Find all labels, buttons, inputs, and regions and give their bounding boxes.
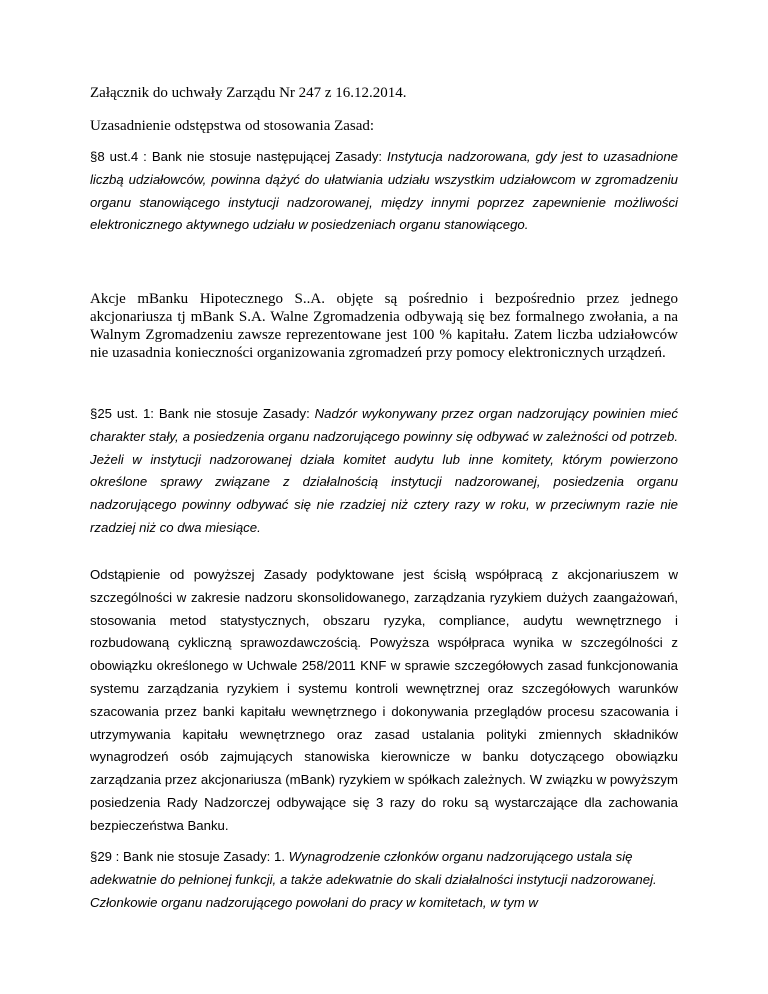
document-subtitle: Uzasadnienie odstępstwa od stosowania Zasad: xyxy=(90,118,375,134)
section-29-lead: §29 : Bank nie stosuje Zasady: 1. xyxy=(90,849,289,864)
section-29-quote: Wynagrodzenie członków organu nadzorującego ustala się adekwatnie do pełnionej funkcji, a także adekwatnie do skali działalności instytucji nadzorowanej. Członkowie organu nadzorującego powołani do pracy w komitetach, w tym w xyxy=(90,849,657,910)
section-25-quote: Nadzór wykonywany przez organ nadzorujący powinien mieć charakter stały, a posiedzenia organu nadzorującego powinny się odbywać w zależności od potrzeb. Jeżeli w instytucji nadzorowanej działa komitet audytu lub inne komitety, którym powierzono określone sprawy związane z działalnością instytucji nadzorowanej, posiedzenia organu nadzorującego powinny odbywać się nie rzadziej niż cztery razy w roku, w przeciwnym razie nie rzadziej niż co dwa miesiące. xyxy=(90,406,678,535)
section-8-quote: Instytucja nadzorowana, gdy jest to uzasadnione liczbą udziałowców, powinna dążyć do ułatwiania udziału wszystkim udziałowcom w zgromadzeniu organu stanowiącego instytucji nadzorowanej, między innymi poprzez zapewnienie możliwości elektronicznego aktywnego udziału w posiedzeniach organu stanowiącego. xyxy=(90,149,678,233)
section-8-lead: §8 ust.4 : Bank nie stosuje następującej Zasady: xyxy=(90,149,388,164)
section-25-paragraph xyxy=(90,403,678,540)
document-header: Załącznik do uchwały Zarządu Nr 247 z 16.12.2014. xyxy=(90,85,407,101)
section-29-paragraph xyxy=(90,846,678,914)
section-25-lead: §25 ust. 1: Bank nie stosuje Zasady: xyxy=(90,406,315,421)
section-8-paragraph xyxy=(90,146,678,237)
section-25-explanation: Odstąpienie od powyższej Zasady podyktowane jest ścisłą współpracą z akcjonariuszem w szczególności w zakresie nadzoru skonsolidowanego, zarządzania ryzykiem dużych zaangażowań, stosowania metod statystycznych, obszaru ryzyka, compliance, audytu wewnętrznego i rozbudowaną cykliczną sprawozdawczością. Powyższa współpraca wynika w szczególności z obowiązku określonego w Uchwale 258/2011 KNF w sprawie szczegółowych zasad funkcjonowania systemu zarządzania ryzykiem i systemu kontroli wewnętrznej oraz szczegółowych warunków szacowania przez banki kapitału wewnętrznego i dokonywania przeglądów procesu szacowania i utrzymywania kapitału wewnętrznego oraz zasad ustalania polityki zmiennych składników wynagrodzeń osób zajmujących stanowiska kierownicze w banku dotyczącego obowiązku zarządzania przez akcjonariusza (mBank) ryzykiem w spółkach zależnych. W związku w powyższym posiedzenia Rady Nadzorczej odbywające się 3 razy do roku są wystarczające dla zachowania bezpieczeństwa Banku. xyxy=(90,567,678,833)
section-8-explanation: Akcje mBanku Hipotecznego S..A. objęte są pośrednio i bezpośrednio przez jednego akcjonariusza tj mBank S.A. Walne Zgromadzenia odbywają się bez formalnego zwołania, a na Walnym Zgromadzeniu zawsze reprezentowane jest 100 % kapitału. Zatem liczba udziałowców nie uzasadnia konieczności organizowania zgromadzeń przy pomocy elektronicznych urządzeń. xyxy=(90,291,678,361)
